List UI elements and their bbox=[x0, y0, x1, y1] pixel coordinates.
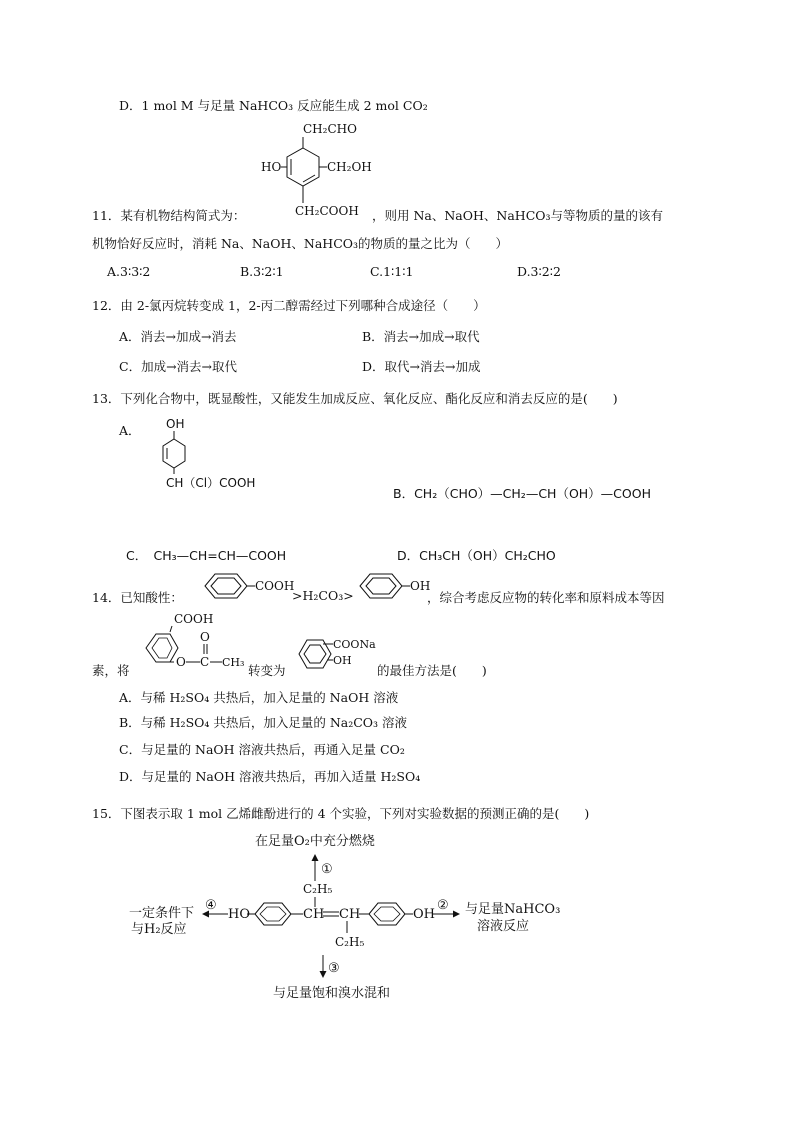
diethylstilbestrol-diagram bbox=[125, 825, 565, 1005]
q14-stem-b: ，综合考虑反应物的转化率和原料成本等因 bbox=[427, 590, 665, 605]
q13-option-a-structure bbox=[150, 415, 280, 495]
q15-oh: OH bbox=[413, 907, 435, 922]
q13-option-d: D．CH₃CH（OH）CH₂CHO bbox=[397, 548, 556, 563]
q13-option-c: C． CH₃—CH=CH—COOH bbox=[126, 548, 287, 563]
q11-stem-a: 11．某有机物结构简式为： bbox=[92, 208, 246, 223]
q11-option-c: C.1∶1∶1 bbox=[370, 264, 414, 279]
svg-text:COOH: COOH bbox=[255, 579, 295, 593]
svg-text:O: O bbox=[176, 655, 186, 669]
q15-bottom-text: 与足量饱和溴水混和 bbox=[273, 986, 391, 1001]
q11-option-b: B.3∶2∶1 bbox=[240, 264, 284, 279]
q15-stem: 15．下图表示取 1 mol 乙烯雌酚进行的 4 个实验，下列对实验数据的预测正确的是( ) bbox=[92, 806, 590, 821]
q11-left-group: HO bbox=[261, 160, 282, 174]
benzoic-acid-structure bbox=[200, 570, 295, 602]
q10-option-d: D．1 mol M 与足量 NaHCO₃ 反应能生成 2 mol CO₂ bbox=[119, 98, 428, 113]
svg-text:COONa: COONa bbox=[333, 638, 376, 651]
q15-circle-4: ④ bbox=[205, 898, 217, 913]
q15-right-b: 溶液反应 bbox=[477, 919, 530, 934]
q11-stem-b: ，则用 Na、NaOH、NaHCO₃与等物质的量的该有 bbox=[372, 208, 664, 223]
q12-option-a: A．消去→加成→消去 bbox=[119, 329, 237, 344]
q12-option-d: D．取代→消去→加成 bbox=[362, 359, 481, 374]
q12-stem: 12．由 2-氯丙烷转变成 1，2-丙二醇需经过下列哪种合成途径（ ） bbox=[92, 298, 486, 313]
q15-circle-2: ② bbox=[437, 898, 449, 913]
q14-option-a: A．与稀 H₂SO₄ 共热后，加入足量的 NaOH 溶液 bbox=[119, 690, 399, 705]
q13-a-substituent: CH（Cl）COOH bbox=[166, 476, 256, 490]
q12-option-c: C．加成→消去→取代 bbox=[119, 359, 238, 374]
phenol-structure bbox=[355, 570, 435, 602]
q15-left-a: 一定条件下 bbox=[129, 906, 195, 921]
q15-ch-right: CH bbox=[339, 907, 361, 922]
svg-text:O: O bbox=[200, 630, 210, 644]
q11-bottom-group: CH₂COOH bbox=[295, 204, 359, 218]
q13-stem: 13．下列化合物中，既显酸性，又能发生加成反应、氧化反应、酯化反应和消去反应的是( ) bbox=[92, 391, 618, 406]
q15-circle-3: ③ bbox=[328, 961, 340, 976]
q11-option-a: A.3∶3∶2 bbox=[107, 264, 151, 279]
svg-text:OH: OH bbox=[410, 579, 431, 593]
q14-stem-d: 的最佳方法是( ) bbox=[377, 663, 487, 678]
q15-circle-1: ① bbox=[321, 862, 333, 877]
product-structure bbox=[295, 632, 385, 674]
q11-top-group: CH₂CHO bbox=[303, 122, 357, 136]
svg-text:C: C bbox=[200, 655, 210, 669]
q13-a-oh: OH bbox=[166, 417, 185, 431]
q11-option-d: D.3∶2∶2 bbox=[517, 264, 561, 279]
q13-option-a-label: A． bbox=[119, 423, 141, 438]
q15-ethyl-up: C₂H₅ bbox=[303, 882, 333, 896]
svg-text:COOH: COOH bbox=[174, 612, 214, 626]
q15-left-b: 与H₂反应 bbox=[131, 922, 187, 937]
q14-option-c: C．与足量的 NaOH 溶液共热后，再通入足量 CO₂ bbox=[119, 742, 405, 757]
q12-option-b: B．消去→加成→取代 bbox=[362, 329, 480, 344]
q14-convert: 转变为 bbox=[248, 663, 286, 678]
q15-ch-left: CH bbox=[303, 907, 325, 922]
q11-stem-c: 机物恰好反应时，消耗 Na、NaOH、NaHCO₃的物质的量之比为（ ） bbox=[92, 236, 509, 251]
svg-text:OH: OH bbox=[333, 654, 352, 667]
q15-top-text: 在足量O₂中充分燃烧 bbox=[255, 834, 375, 849]
q14-stem-a: 14．已知酸性： bbox=[92, 590, 183, 605]
svg-text:CH₃: CH₃ bbox=[222, 656, 245, 669]
q15-ethyl-down: C₂H₅ bbox=[335, 935, 365, 949]
q14-gt-h2co3: >H₂CO₃> bbox=[292, 588, 354, 603]
q14-option-d: D．与足量的 NaOH 溶液共热后，再加入适量 H₂SO₄ bbox=[119, 769, 421, 784]
q15-right-a: 与足量NaHCO₃ bbox=[465, 902, 561, 917]
q15-ho: HO bbox=[228, 907, 250, 922]
q13-option-b: B．CH₂（CHO）—CH₂—CH（OH）—COOH bbox=[393, 486, 651, 501]
q14-stem-c: 素，将 bbox=[92, 663, 130, 678]
q11-right-group: CH₂OH bbox=[327, 160, 372, 174]
q14-option-b: B．与稀 H₂SO₄ 共热后，加入足量的 Na₂CO₃ 溶液 bbox=[119, 715, 408, 730]
